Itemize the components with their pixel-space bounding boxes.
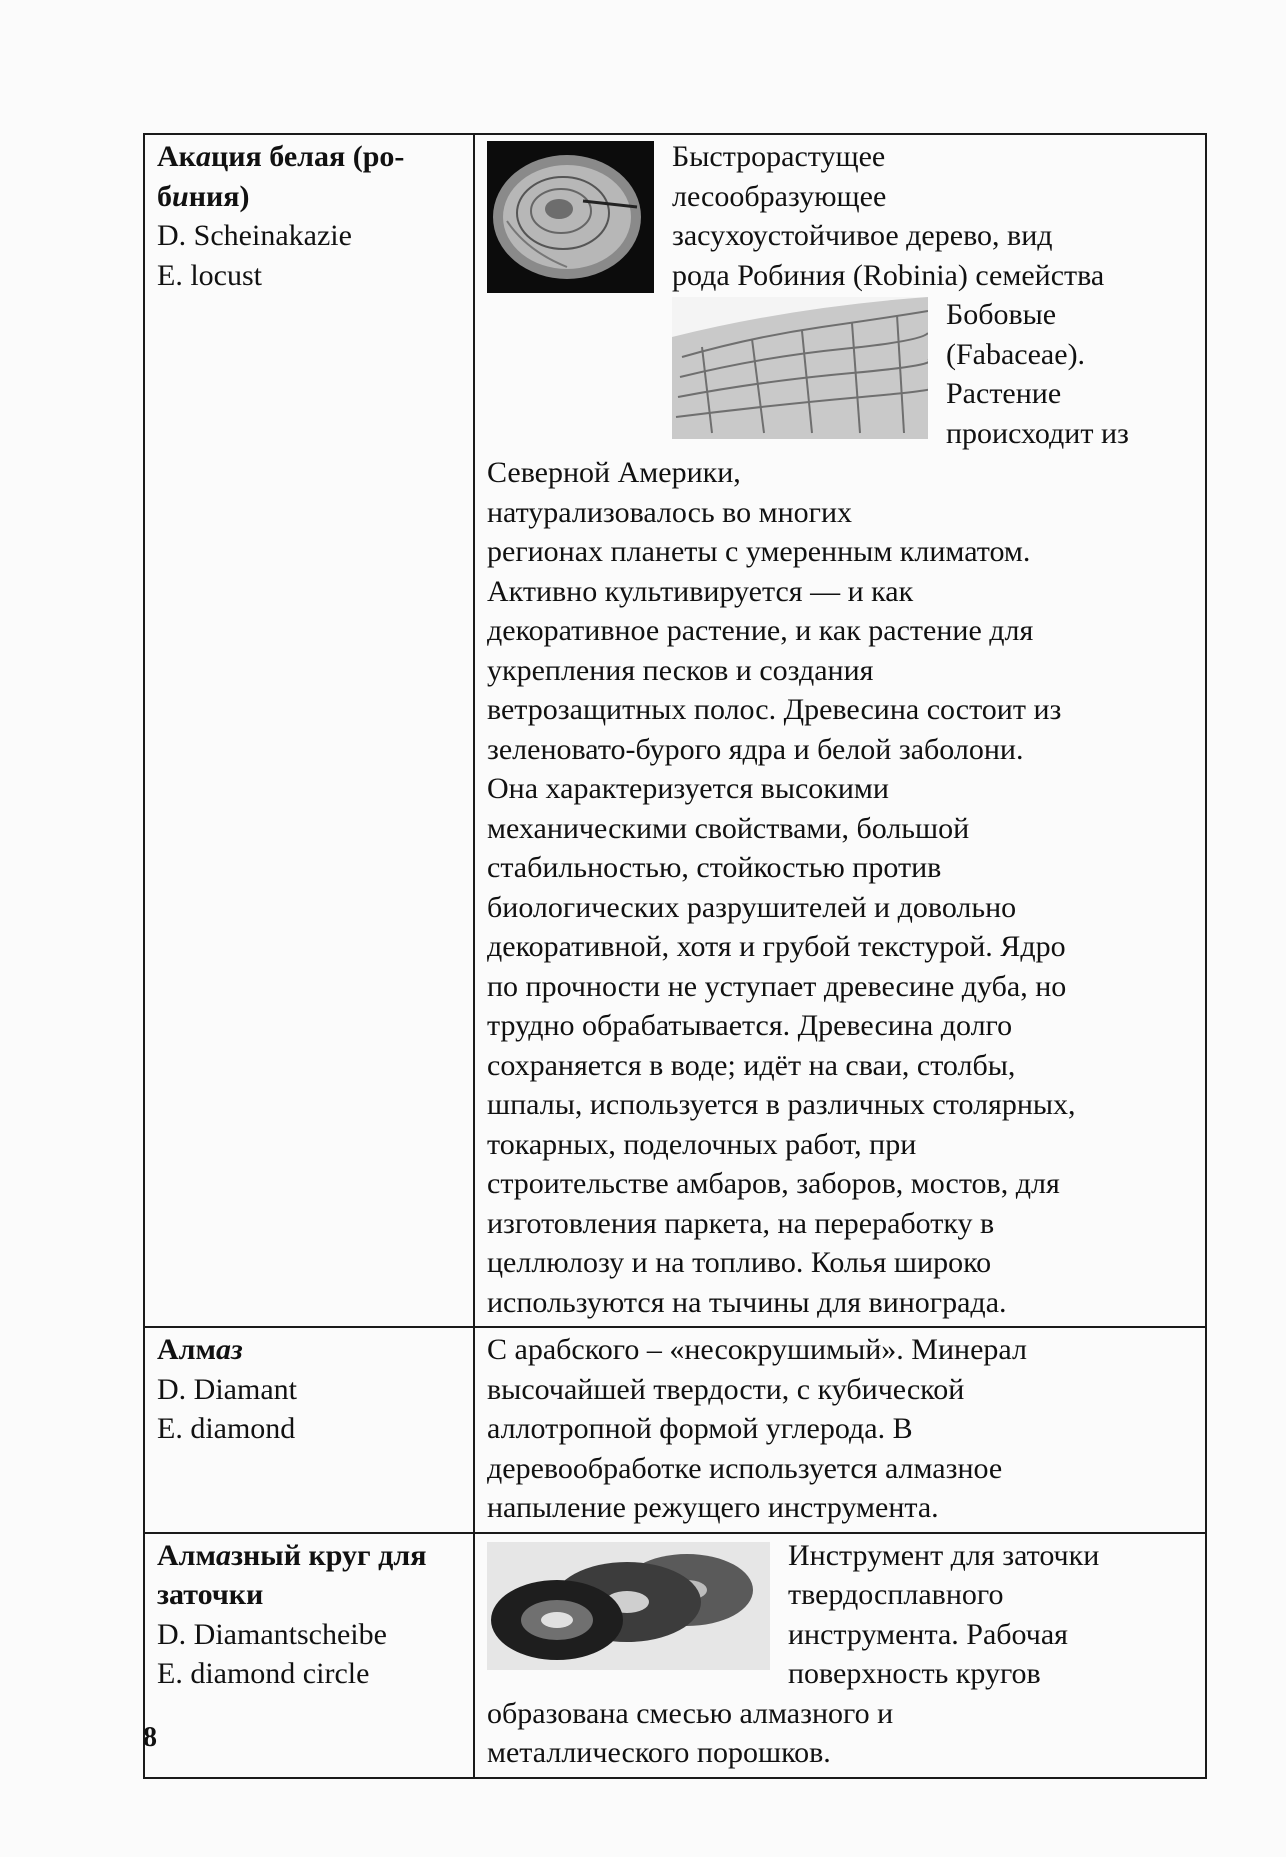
description-line: Бобовые (Fabaceae). <box>946 298 1086 371</box>
term-german: D. Scheinakazie <box>157 219 352 252</box>
description-line: поверхность кругов <box>788 1657 1041 1690</box>
description-line: Инструмент для заточки <box>788 1538 1100 1572</box>
page-number: 8 <box>143 1722 157 1753</box>
table-row <box>144 1533 1206 1778</box>
description-line: по прочности не уступает древесине дуба, но <box>487 969 1067 1003</box>
description-line: ветрозащитных полос. Древесина состоит из <box>487 693 1062 726</box>
description-line: рода Робиния (Robinia) семейства <box>672 258 1105 292</box>
description-line: стабильностью, стойкостью против <box>487 851 942 884</box>
description-line: С арабского – «несокрушимый». Минерал <box>487 1333 1027 1366</box>
term-english: E. diamond circle <box>157 1657 370 1690</box>
description-line: биологических разрушителей и довольно <box>487 890 1017 924</box>
diamond-wheels-icon <box>487 1542 770 1670</box>
description-line: декоративное растение, и как растение для <box>487 614 1034 647</box>
description-line: Она характеризуется высокими <box>487 772 889 805</box>
description-line: лесообразующее <box>672 179 887 213</box>
term-cell <box>144 1533 474 1778</box>
description-line: используются на тычины для винограда. <box>487 1285 1007 1319</box>
description-line: напыление режущего инструмента. <box>487 1491 939 1524</box>
description-line: натурализовалось во многих <box>487 495 853 529</box>
description-line: Активно культивируется — и как <box>487 574 914 608</box>
term-german: D. Diamant <box>157 1372 297 1406</box>
term-cell <box>144 134 474 1327</box>
description-line: Северной Америки, <box>487 456 741 489</box>
term-name: Алмазный круг для <box>157 1538 427 1572</box>
description-line: зеленовато-бурого ядра и белой заболони. <box>487 732 1024 766</box>
wood-grain-icon <box>672 297 928 439</box>
description-line: укрепления песков и создания <box>487 653 874 687</box>
term-name: Алмаз <box>157 1333 243 1366</box>
description-line: засухоустойчивое дерево, вид <box>672 219 1053 252</box>
term-name-continued: биния) <box>157 179 250 213</box>
description-line: металлического порошков. <box>487 1736 831 1769</box>
description-line: Быстрорастущее <box>672 140 886 173</box>
description-line: инструмента. Рабочая <box>788 1617 1068 1651</box>
term-german: D. Diamantscheibe <box>157 1617 387 1651</box>
description-line: строительстве амбаров, заборов, мостов, для <box>487 1167 1060 1200</box>
description-line: декоративной, хотя и грубой текстурой. Ядро <box>487 930 1066 963</box>
term-english: E. locust <box>157 258 262 292</box>
description-line: механическими свойствами, большой <box>487 811 970 845</box>
description-line: токарных, поделочных работ, при <box>487 1127 917 1161</box>
description-line: твердосплавного <box>788 1578 1004 1611</box>
description-line: аллотропной формой углерода. В <box>487 1412 913 1445</box>
description-line: сохраняется в воде; идёт на сваи, столбы, <box>487 1048 1016 1082</box>
description-cell <box>474 1327 1206 1533</box>
description-line: регионах планеты с умеренным климатом. <box>487 535 1031 568</box>
term-name: Акация белая (ро- <box>157 140 405 173</box>
description-line: изготовления паркета, на переработку в <box>487 1206 995 1240</box>
table-row <box>144 1327 1206 1533</box>
description-line: деревообработке используется алмазное <box>487 1451 1003 1485</box>
description-line: шпалы, используется в различных столярных, <box>487 1088 1076 1121</box>
glossary-table <box>143 133 1207 1779</box>
description-line: трудно обрабатывается. Древесина долго <box>487 1009 1013 1042</box>
description-cell <box>474 1533 1206 1778</box>
description-line: образована смесью алмазного и <box>487 1696 894 1730</box>
description-line: целлюлозу и на топливо. Колья широко <box>487 1246 992 1279</box>
term-english: E. diamond <box>157 1412 296 1445</box>
description-line: Растение происходит из <box>946 377 1129 450</box>
term-name-continued: заточки <box>157 1578 264 1611</box>
table-row <box>144 134 1206 1327</box>
wood-cross-section-icon <box>487 141 654 293</box>
description-cell <box>474 134 1206 1327</box>
description-line: высочайшей твердости, с кубической <box>487 1372 965 1406</box>
term-cell <box>144 1327 474 1533</box>
